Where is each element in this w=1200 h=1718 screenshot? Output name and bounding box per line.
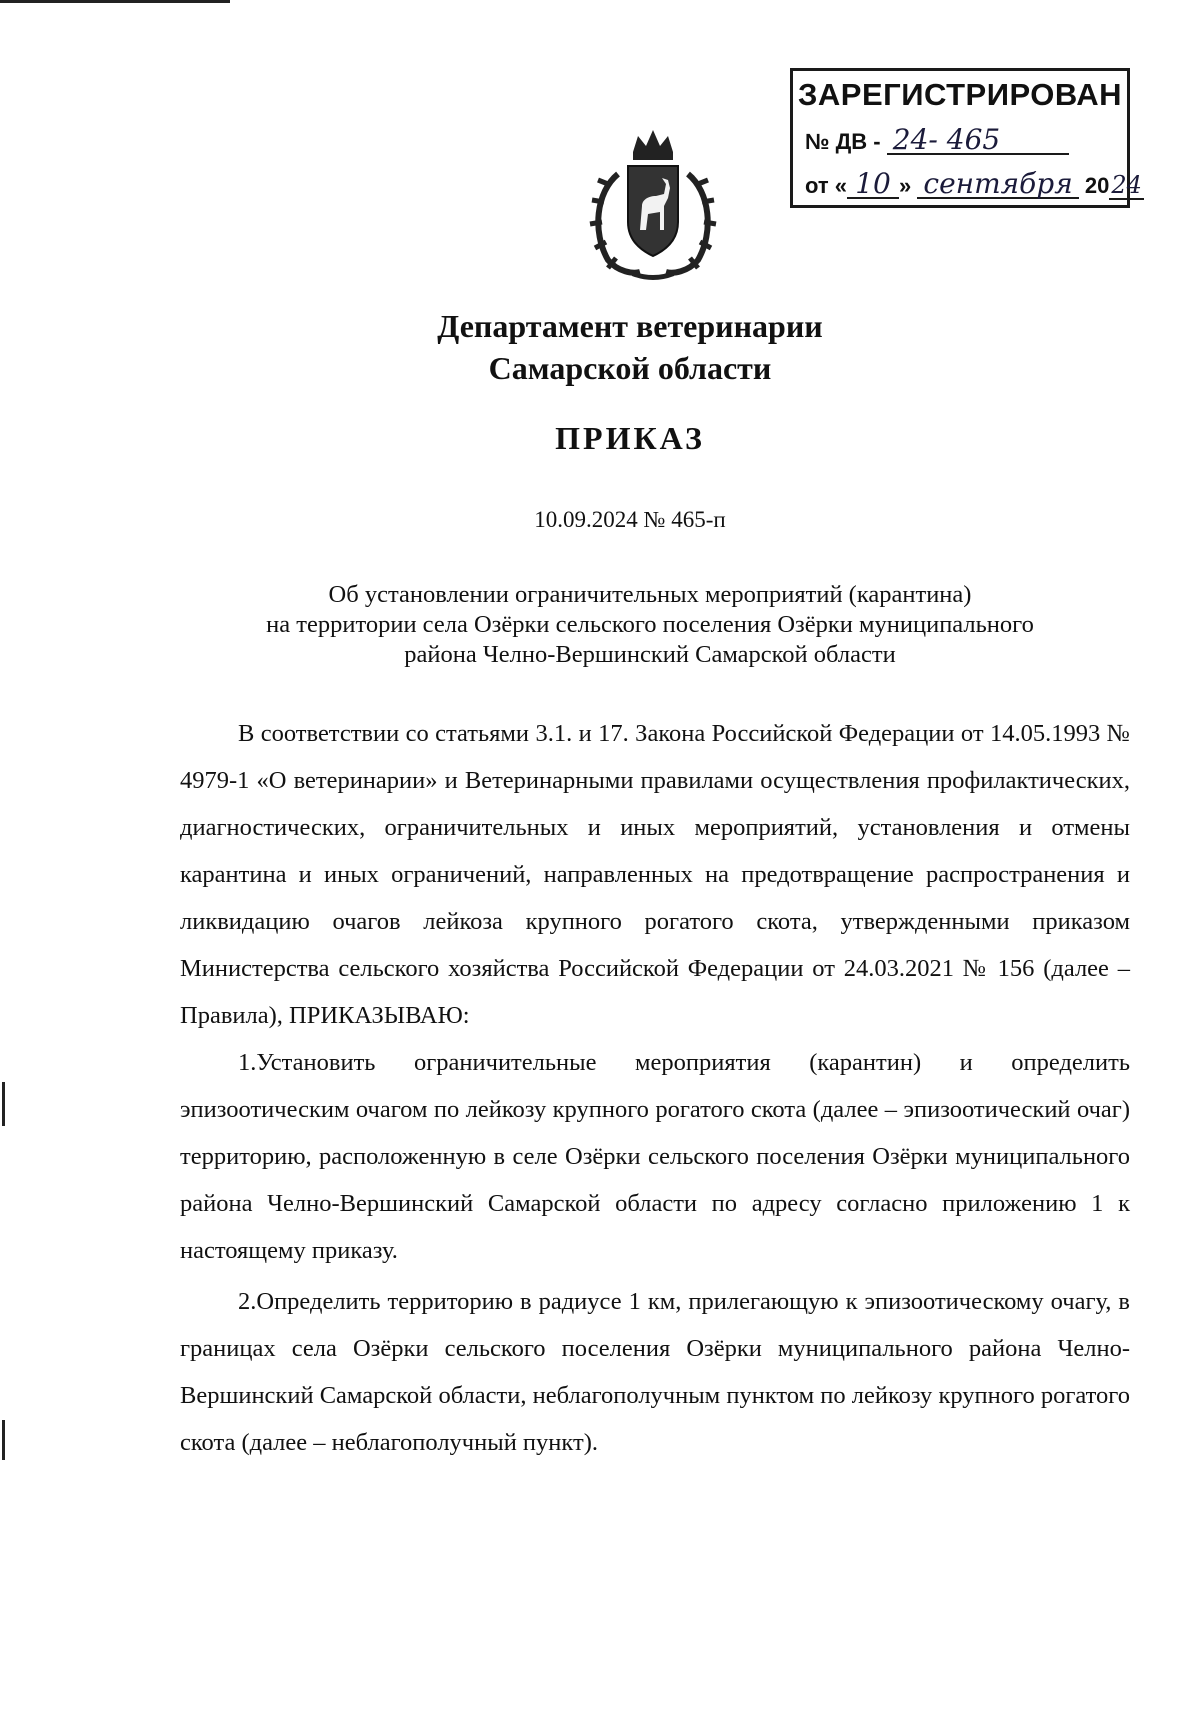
- order-item-2: 2.Определить территорию в радиусе 1 км, прилегающую к эпизоотическому очагу, в границах села Озёрки сельского поселения Озёрки муниципального района Челно-Вершинский Самарской области, неблагополучным пунктом по лейкозу крупного рогатого скота (далее – неблагополучный пункт).: [180, 1288, 1130, 1456]
- order-date-number: 10.09.2024 № 465-п: [534, 507, 726, 532]
- order-body: [180, 710, 1130, 1470]
- stamp-date-month: сентября: [917, 171, 1078, 199]
- stamp-date-year-printed: 20: [1084, 173, 1110, 198]
- samara-coat-of-arms-emblem: [578, 122, 728, 282]
- registration-stamp: [790, 68, 1142, 208]
- stamp-date-day: 10: [847, 171, 899, 199]
- stamp-date-row: [805, 167, 1144, 200]
- subject-line: Об установлении ограничительных мероприятий (карантина): [328, 581, 972, 608]
- order-item-1: 1.Установить ограничительные мероприятия (карантин) и определить эпизоотическим очагом по лейкозу крупного рогатого скота (далее – эпизоотический очаг) территорию, расположенную в селе Озёрки сельского поселения Озёрки муниципального района Челно-Вершинский Самарской области по адресу согласно приложению 1 к настоящему приказу.: [180, 1049, 1130, 1264]
- stamp-date-year-handwritten: 24: [1111, 171, 1142, 199]
- stamp-number-handwritten: 24- 465: [887, 127, 1069, 155]
- subject-line: на территории села Озёрки сельского поселения Озёрки муниципального: [266, 611, 1034, 638]
- stamp-date-prefix: от «: [805, 173, 848, 198]
- preamble-paragraph: В соответствии со статьями 3.1. и 17. Закона Российской Федерации от 14.05.1993 № 4979-1 «О ветеринарии» и Ветеринарными правилами осуществления профилактических, диагностических, ограничительных и иных мероприятий, установления и отмены карантина и иных ограничений, направленных на предотвращение распространения и ликвидацию очагов лейкоза крупного рогатого скота, утвержденными приказом Министерства сельского хозяйства Российской Федерации от 24.03.2021 № 156 (далее – Правила), ПРИКАЗЫВАЮ:: [180, 720, 1130, 1029]
- document-type-title: ПРИКАЗ: [555, 420, 705, 456]
- scan-edge-mark: [2, 1420, 5, 1460]
- scan-edge-mark: [2, 1082, 5, 1126]
- department-name-line2: Самарской области: [488, 350, 772, 386]
- subject-line: района Челно-Вершинский Самарской области: [404, 641, 896, 668]
- scan-edge-mark: [0, 0, 230, 3]
- department-name-line1: Департамент ветеринарии: [437, 308, 823, 344]
- stamp-number-row: [805, 123, 1069, 156]
- stamp-number-prefix: № ДВ -: [805, 129, 881, 154]
- order-subject: [180, 580, 1120, 670]
- stamp-title: ЗАРЕГИСТРИРОВАН: [797, 77, 1123, 112]
- stamp-date-mid: »: [899, 173, 912, 198]
